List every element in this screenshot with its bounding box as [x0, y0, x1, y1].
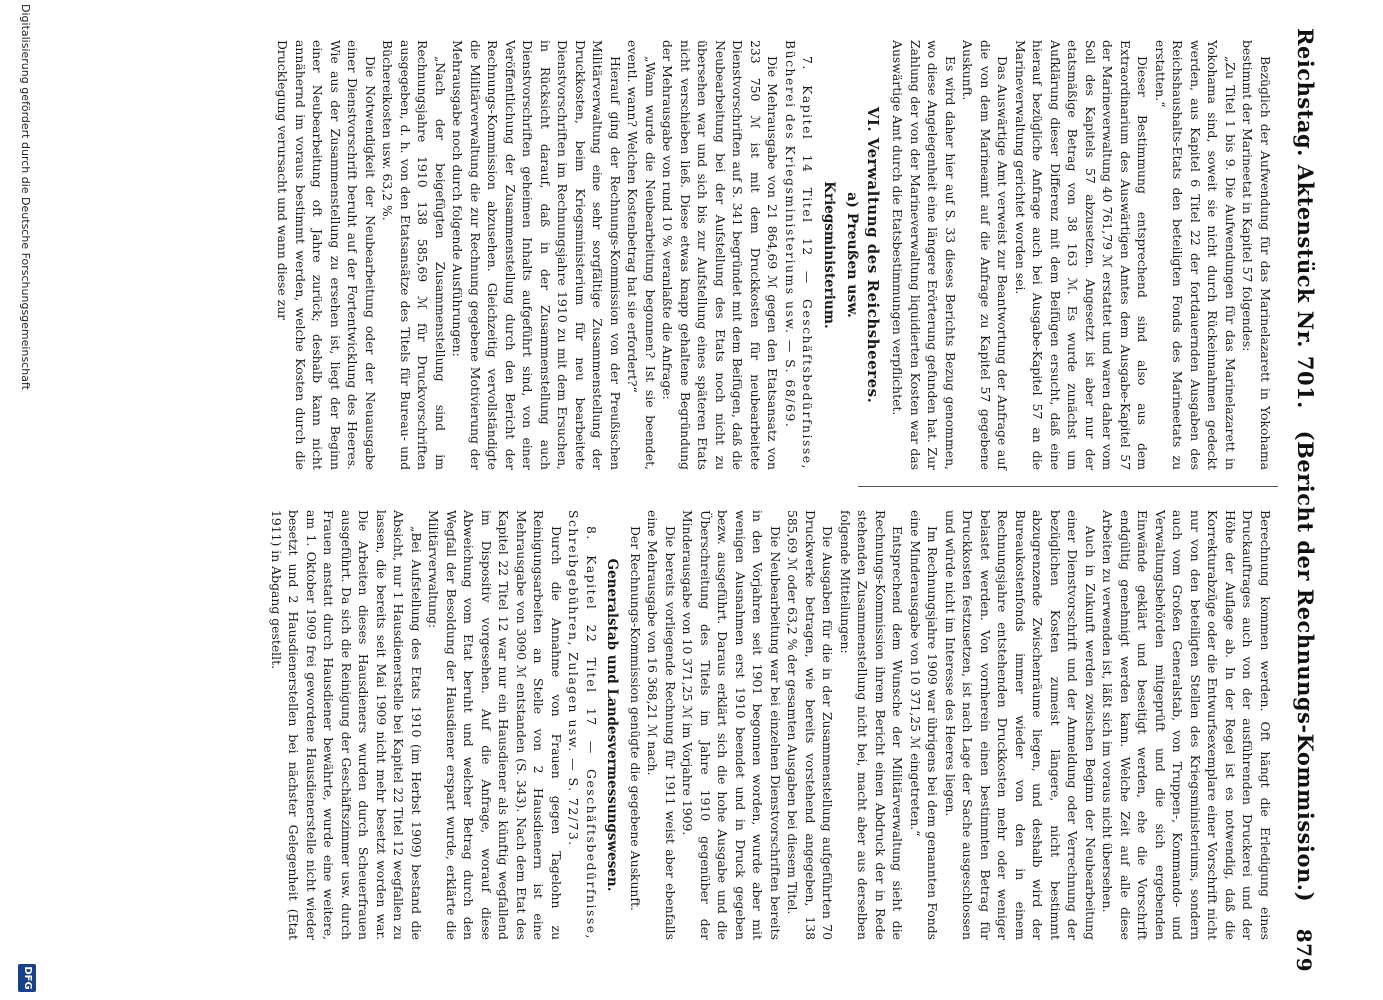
- paragraph: Die bereits vorliegende Rechnung für 1911 weist aber ebenfalls eine Mehrausgabe von 16 368,21 ℳ nach.: [645, 510, 678, 940]
- paragraph: Der Rechnungs-Kommission genügte die gegebene Auskunft.: [628, 526, 643, 911]
- paragraph: Auch in Zukunft werden zwischen Beginn der Neubearbeitung einer Dienstvorschrift und der Anmeldung oder Verrechnung der bezüglichen Kosten zumeist längere, nicht bestimmt abzugrenzende Zwischenräume liegen, und deshalb wird der Bureaukostenfonds immer wieder von den in einem Rechnungsjahre entstehenden Druckkosten mehr oder weniger belastet werden. Von vornherein einen bestimmten Betrag für Druckkosten festzusetzen, ist nach Lage der Sache ausgeschlossen und würde nicht im Interesse des Heeres liegen.: [943, 510, 1098, 940]
- page-footer: [10, 0, 40, 1000]
- header-title: Reichstag. Aktenstück Nr. 701.: [1293, 28, 1318, 409]
- paragraph: „Bei Aufstellung des Etats 1910 (im Herbst 1909) bestand die Absicht, nur 1 Hausdienerstelle bei Kapitel 22 Titel 12 wegfallen zu lassen, die bereits seit Mai 1909 nicht mehr besetzt worden war. Die Arbeiten dieses Hausdieners wurden durch Scheuerfrauen ausgeführt. Da sich die Reinigung der Geschäftszimmer usw. durch Frauen anstatt durch Hausdiener bewährte, wurde eine weitere, am 1. Oktober 1909 frei gewordene Hausdienerstelle nicht wieder besetzt und 2 Hausdienerstellen bei nächster Gelegenheit (Etat 1911) in Abgang gestellt.: [269, 510, 424, 940]
- paragraph: Entsprechend dem Wunsche der Militärverwaltung sieht die Rechnungs-Kommission ihrem Bericht einen Abdruck der in Rede stehenden Zusammenstellung nicht bei, macht aber aus derselben folgende Mitteilungen:: [838, 510, 906, 940]
- paragraph: Es wird daher hier auf S. 33 dieses Berichts Bezug genommen, wo diese Angelegenheit eine längere Erörterung gefunden hat. Zur Zahlung der von der Marineverwaltung liquidierten Kosten war das Auswärtige Amt durch die Etatsbestimmungen verpflichtet.: [890, 40, 958, 470]
- paragraph: Hierauf ging der Rechnungs-Kommission von der Preußischen Militärverwaltung eine sehr sorgfältige Zusammenstellung der Druckkosten, beim Kriegsministerium für neu bearbeitete Dienstvorschriften im Rechnungsjahre 1910 zu mit dem Ersuchen, in Rücksicht darauf, daß in der Zusammenstellung auch Dienstvorschriften geheimen Inhalts aufgeführt sind, von einer Veröffentlichung der Zusammenstellung durch den Bericht der Rechnungs-Kommission abzusehen. Gleichzeitig vervollständigte die Militärverwaltung die zur Rechnung gegebene Motivierung der Mehrausgabe noch durch folgende Ausführungen:: [450, 40, 623, 470]
- chapter-line: 8. Kapitel 22 Titel 17 — Geschäftsbedürfnisse, Schreibgebühren, Zulagen usw. — S. 72/73.: [566, 510, 599, 940]
- right-column: [269, 510, 1274, 940]
- page-header: [1286, 28, 1320, 972]
- section-heading: Generalstab und Landesvermessungswesen.: [604, 558, 621, 892]
- digitization-credit: Digitalisierung gefördert durch die Deutsche Forschungsgemeinschaft: [19, 4, 32, 390]
- paragraph: Durch die Annahme von Frauen gegen Tagelohn zu Reinigungsarbeiten an Stelle von 2 Hausdienern ist eine Mehrausgabe von 3090 ℳ entstanden (S. 343). Nach dem Etat des Kapitel 22 Titel 12 war nur ein Hausdiener als künftig wegfallend im Dispositiv vorgesehen. Auf die Anfrage, worauf diese Abweichung vom Etat beruht und welcher Betrag durch den Wegfall der Besoldung der Hausdiener erspart wurde, erklärte die Militärverwaltung:: [426, 510, 564, 940]
- left-column: [275, 40, 1274, 470]
- paragraph: „Nach der beigefügten Zusammenstellung sind im Rechnungsjahre 1910 138 585,69 ℳ für Druckvorschriften ausgegeben, d. h. von den Etatsansätze des Titels für Bureau- und Büchereikosten usw. 63,2 %.: [380, 40, 448, 470]
- paragraph: „Zu Titel 1 bis 9. Die Aufwendungen für das Marinelazarett in Yokohama sind, soweit sie nicht durch Rückeinnahmen gedeckt werden, aus Kapitel 6 Titel 22 der fortdauernden Ausgaben des Reichshaushalts-Etats den beteiligten Fonds des Marineetats zu erstatten.“: [1153, 40, 1238, 470]
- dfg-logo: DFG: [18, 964, 36, 992]
- section-heading: VI. Verwaltung des Reichsheeres.: [864, 106, 882, 404]
- column-divider: [858, 486, 1278, 487]
- paragraph: „Wann wurde die Neubearbeitung begonnen? Ist sie beendet, eventl. wann? Welchen Kostenbetrag hat sie erfordert?“: [625, 40, 658, 470]
- paragraph: Die Neubearbeitung war bei einzelnen Dienstvorschriften bereits in den Vorjahren seit 1901 begonnen worden, wurde aber mit wenigen Ausnahmen erst 1910 beendet und in Druck gegeben bezw. ausgeführt. Daraus erklärt sich die hohe Ausgabe und die Überschreitung des Titels im Jahre 1910 gegenüber der Minderausgabe von 10 371,25 ℳ im Vorjahre 1909.: [680, 510, 783, 940]
- paragraph: Berechnung kommen werden. Oft hängt die Erledigung eines Druckauftrages auch von der ausführenden Druckerei und der Höhe der Auflage ab. In der Regel ist es notwendig, daß die Korrekturabzüge oder die Entwurfsexemplare einer Vorschrift nicht nur von den beteiligten Stellen des Kriegsministeriums, sondern auch vom Großen Generalstab, von Truppen-, Kommando- und Verwaltungsbehörden mitgeprüft und die sich ergebenden Einwände geklärt und beseitigt werden, ehe die Vorschrift endgültig genehmigt werden kann. Welche Zeit auf alle diese Arbeiten zu verwenden ist, läßt sich im voraus nicht übersehen.: [1100, 510, 1273, 940]
- paragraph: Die Ausgaben für die in der Zusammenstellung aufgeführten 70 Druckwerke betragen, wie bereits vorstehend angegeben, 138 585,69 ℳ oder 63,2 % der gesamten Ausgaben bei diesem Titel.: [785, 510, 836, 940]
- chapter-line: 7. Kapitel 14 Titel 12 — Geschäftsbedürfnisse, Bücherei des Kriegsministeriums usw. — S. 68/69.: [783, 40, 816, 470]
- paragraph: Im Rechnungsjahre 1909 war übrigens bei dem genannten Fonds eine Minderausgabe von 10 371,25 ℳ eingetreten.“: [908, 510, 941, 940]
- paragraph: Die Mehrausgabe von 21 864,69 ℳ gegen den Etatsansatz von 233 750 ℳ ist mit dem Druckkosten für neubearbeitete Dienstvorschriften auf S. 341 begründet mit dem Beifügen, daß die Neubearbeitung bei der Aufstellung des Etats noch nicht zu übersehen war und sich bis zur Aufstellung eines späteren Etats nicht verschieben ließ. Diese etwas knapp gehaltene Begründung der Mehrausgabe von rund 10 % veranlaßte die Anfrage:: [660, 40, 781, 470]
- ministry-heading: Kriegsministerium.: [821, 181, 837, 329]
- header-subtitle: (Bericht der Rechnungs-Kommission.): [1293, 430, 1318, 902]
- paragraph: Dieser Bestimmung entsprechend sind also aus dem Extraordinarium des Auswärtigen Amtes dem Ausgabe-Kapitel 57 der Marineverwaltung 40 761,79 ℳ erstattet und waren daher vom Soll des Kapitels 57 abzusetzen. Angesetzt ist aber nur der etatsmäßige Betrag von 38 163 ℳ. Es wurde zunächst um Aufklärung dieser Differenz mit dem Beifügen ersucht, daß eine hierauf bezügliche Anfrage auch bei Ausgabe-Kapitel 57 an die Marineverwaltung gerichtet worden sei.: [1013, 40, 1151, 470]
- paragraph: Bezüglich der Aufwendung für das Marinelazarett in Yokohama bestimmt der Marineetat in Kapitel 57 folgendes:: [1240, 40, 1273, 470]
- page-number: 879: [1292, 928, 1316, 972]
- paragraph: Das Auswärtige Amt verweist zur Beantwortung der Anfrage auf die von dem Marineamt auf die Anfrage zu Kapitel 57 gegebene Auskunft.: [960, 40, 1011, 470]
- paragraph: Die Notwendigkeit der Neubearbeitung oder der Neuausgabe einer Dienstvorschrift beruht auf der Fortentwicklung des Heeres. Wie aus der Zusammenstellung zu ersehen ist, liegt der Beginn einer Neubearbeitung oft Jahre zurück; deshalb kann nicht annähernd im voraus bestimmt werden, welche Kosten durch die Drucklegung verursacht und wann diese zur: [275, 40, 378, 470]
- subsection-heading: a) Preußen usw.: [844, 192, 861, 318]
